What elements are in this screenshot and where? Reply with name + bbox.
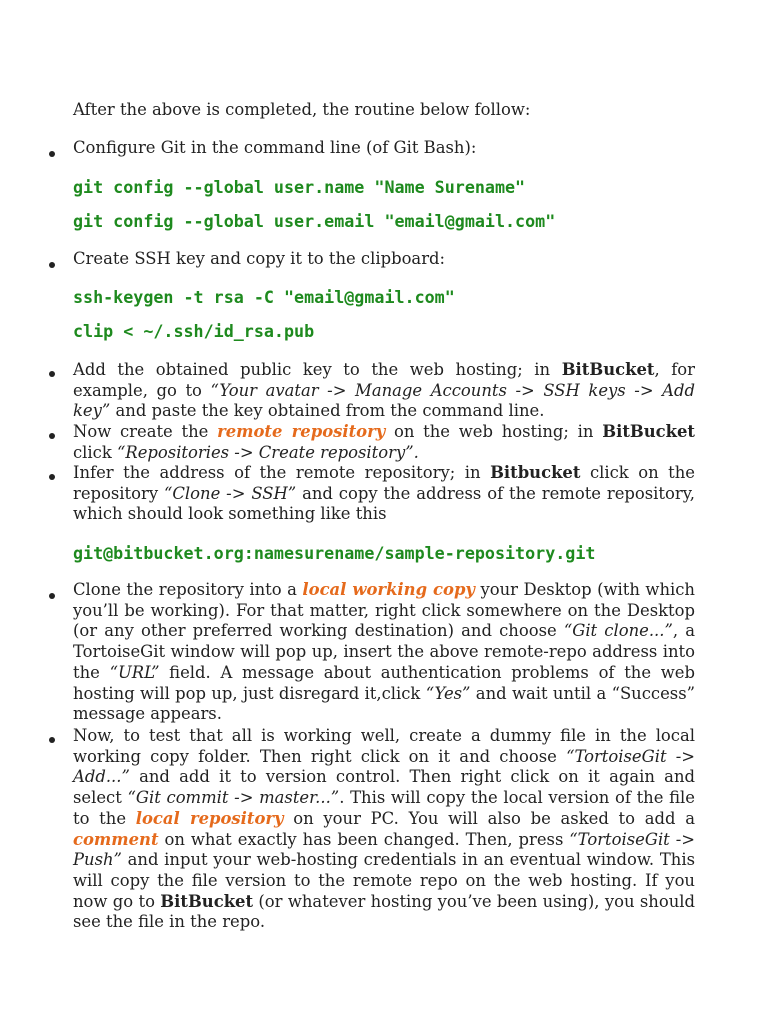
step6-text-part: field. A message about authentication problems of the web hosting will pop up, just disregard it,click: [73, 662, 696, 703]
bullet-icon: [49, 474, 55, 480]
step5-text-part: click on the repository: [73, 463, 695, 503]
step4-text-part: on the web hosting; in: [385, 422, 603, 441]
step6-text-part: Clone the repository into a: [73, 580, 303, 599]
step3-text: [73, 360, 695, 422]
field-name: “URL”: [109, 662, 160, 682]
bullet-icon: [49, 262, 55, 268]
code-git-config-email: git config --global user.email "email@gmail.com": [73, 211, 556, 231]
step7-text-part: Now, to test that all is working well, create a dummy file in the local working copy folder. Then right click on it and choose: [73, 726, 695, 766]
menu-path: “Your avatar -> Manage Accounts -> SSH keys -> Add key”: [73, 380, 695, 421]
step6-text: [73, 580, 695, 725]
code-clip: clip < ~/.ssh/id_rsa.pub: [73, 321, 315, 341]
bullet-icon: [49, 151, 55, 157]
step5-text-part: Infer the address of the remote repository; in: [73, 463, 491, 482]
step3-text-part: and paste the key obtained from the command line.: [110, 401, 545, 421]
step7-text-part: (or whatever hosting you’ve been using), you should see the file in the repo.: [73, 891, 695, 932]
menu-path: “TortoiseGit -> Push”: [73, 829, 695, 870]
local-repository-term: local repository: [135, 808, 284, 828]
bitbucket-label: BitBucket: [602, 422, 695, 441]
step7-text-part: . This will copy the local version of the file to the: [73, 788, 695, 828]
code-git-config-name: git config --global user.name "Name Surename": [73, 177, 526, 197]
bitbucket-label: BitBucket: [160, 891, 254, 911]
code-repo-address: git@bitbucket.org:namesurename/sample-repository.git: [73, 543, 596, 563]
bullet-icon: [49, 593, 55, 599]
bitbucket-label: BitBucket: [561, 360, 655, 379]
step7-text-part: on your PC. You will also be asked to add a: [283, 808, 695, 828]
remote-repository-term: remote repository: [217, 422, 386, 441]
local-working-copy-term: local working copy: [302, 580, 475, 599]
step3-text-part: , for example, go to: [73, 360, 695, 400]
button-name: “Yes”: [425, 683, 471, 703]
menu-path: “Repositories -> Create repository”.: [117, 442, 419, 462]
intro-text: After the above is completed, the routine below follow:: [73, 100, 531, 119]
bullet-icon: [49, 433, 55, 439]
bitbucket-label: Bitbucket: [490, 463, 581, 482]
step5-text: [73, 463, 695, 525]
step4-text-part: click: [73, 442, 117, 462]
comment-term: comment: [73, 829, 159, 849]
step6-text-part: your Desktop (with which you’ll be working). For that matter, right click somewhere on the Desktop (or any other preferred working destination) and choose: [73, 580, 695, 641]
menu-path: “Clone -> SSH”: [164, 483, 297, 503]
step4-text: [73, 422, 695, 463]
code-ssh-keygen: ssh-keygen -t rsa -C "email@gmail.com": [73, 287, 455, 307]
menu-path: “TortoiseGit -> Add...”: [73, 746, 695, 787]
step6-text-part: and wait until a “Success” message appears.: [73, 683, 695, 724]
step6-text-part: , a TortoiseGit window will pop up, insert the above remote-repo address into the: [73, 621, 695, 682]
menu-path: “Git commit -> master...”: [127, 788, 340, 808]
bullet-icon: [49, 737, 55, 743]
step2-text: Create SSH key and copy it to the clipboard:: [73, 249, 446, 268]
step7-text-part: on what exactly has been changed. Then, press: [158, 829, 570, 849]
menu-path: “Git clone...”: [563, 621, 673, 641]
step3-text-part: Add the obtained public key to the web hosting; in: [73, 360, 562, 379]
step1-text: Configure Git in the command line (of Git Bash):: [73, 138, 477, 157]
bullet-icon: [49, 371, 55, 377]
step7-text: [73, 726, 695, 933]
step7-text-part: and add it to version control. Then right click on it again and select: [73, 767, 695, 808]
step5-text-part: and copy the address of the remote repository, which should look something like this: [73, 483, 696, 524]
step4-text-part: Now create the: [73, 422, 218, 441]
step7-text-part: and input your web-hosting credentials in an eventual window. This will copy the file version to the remote repo on the web hosting. If you now go to: [73, 850, 695, 911]
